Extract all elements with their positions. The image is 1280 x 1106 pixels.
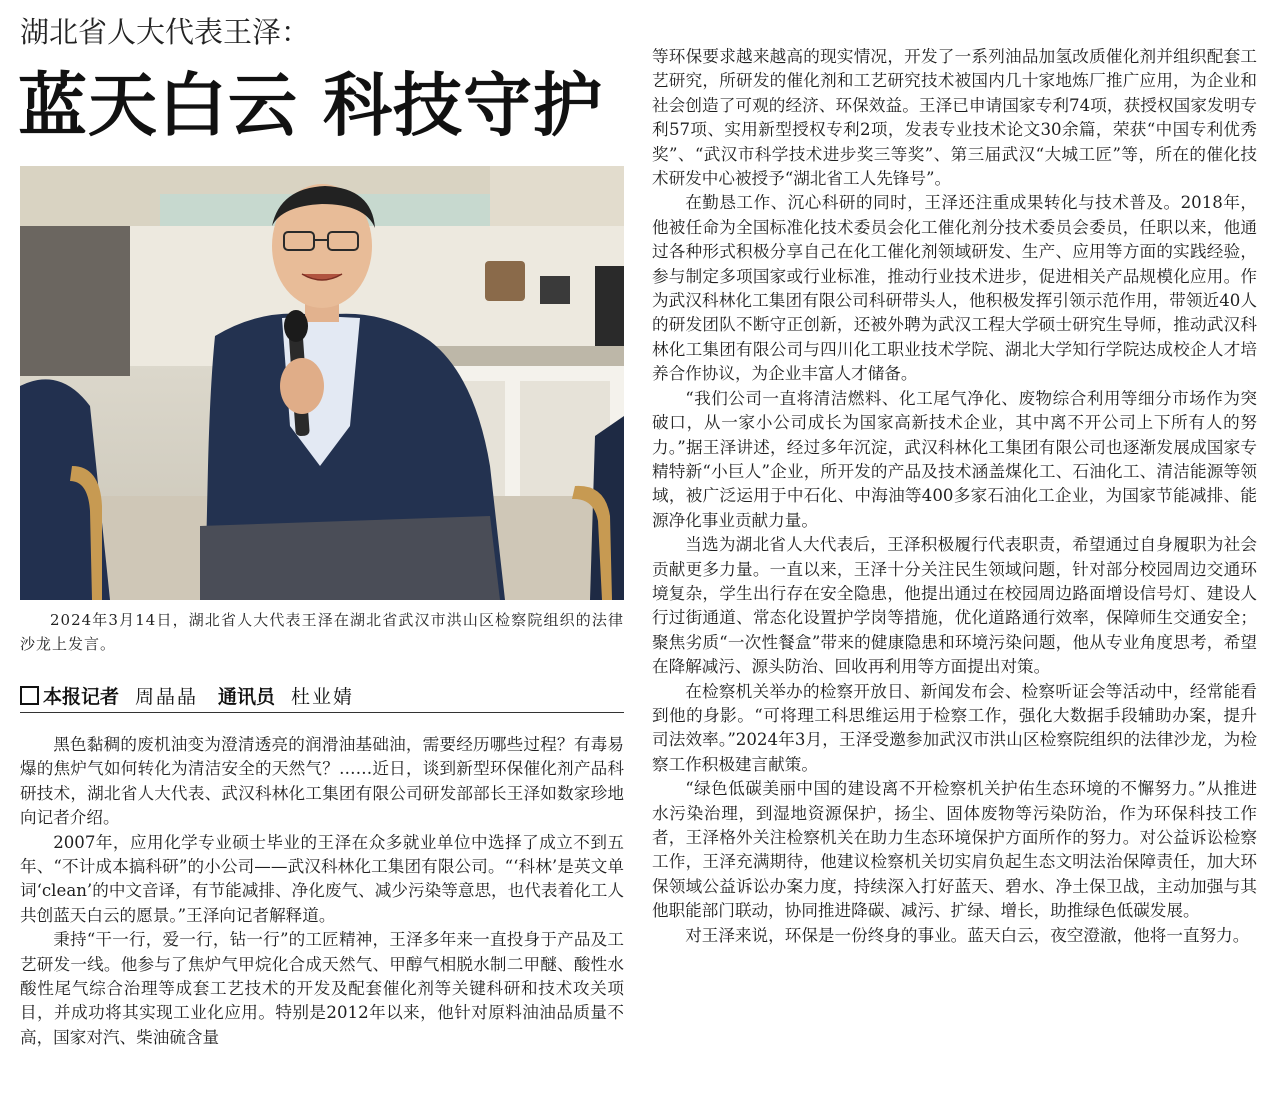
article-headline: 蓝天白云 科技守护 xyxy=(18,65,604,146)
article-paragraph: “绿色低碳美丽中国的建设离不开检察机关护佑生态环境的不懈努力。”从推进水污染治理，到湿地资源保护，扬尘、固体废物等污染防治，作为环保科技工作者，王泽格外关注检察机关在助力生态环境保护方面所作的努力。对公益诉讼检察工作，王泽充满期待，他建议检察机关切实肩负起生态文明法治保障责任，加大环保领域公益诉讼办案力度，持续深入打好蓝天、碧水、净土保卫战，主动加强与其他职能部门联动，协同推进降碳、减污、扩绿、增长，助推绿色低碳发展。 xyxy=(652,779,1257,921)
article-paragraph: 黑色黏稠的废机油变为澄清透亮的润滑油基础油，需要经历哪些过程？有毒易爆的焦炉气如何转化为清洁安全的天然气？……近日，谈到新型环保催化剂产品科研技术，湖北省人大代表、武汉科林化工集团有限公司研发部部长王泽如数家珍地向记者介绍。 xyxy=(20,735,624,828)
article-column-left xyxy=(20,733,624,1050)
byline-name: 周晶晶 xyxy=(135,686,199,708)
article-paragraph: 对王泽来说，环保是一份终身的事业。蓝天白云，夜空澄澈，他将一直努力。 xyxy=(685,925,1250,945)
photo-illustration xyxy=(20,166,624,600)
photo-caption: 2024年3月14日，湖北省人大代表王泽在湖北省武汉市洪山区检察院组织的法律沙龙上发言。 xyxy=(20,611,624,653)
article-paragraph: 等环保要求越来越高的现实情况，开发了一系列油品加氢改质催化剂并组织配套工艺研究，所研发的催化剂和工艺研究技术被国内几十家地炼厂推广应用，为企业和社会创造了可观的经济、环保效益。王泽已申请国家专利74项，获授权国家发明专利57项、实用新型授权专利2项，发表专业技术论文30余篇，荣获“中国专利优秀奖”、“武汉市科学技术进步奖三等奖”、第三届武汉“大城工匠”等，所在的催化技术研发中心被授予“湖北省工人先锋号”。 xyxy=(652,47,1257,189)
article-paragraph: “我们公司一直将清洁燃料、化工尾气净化、废物综合利用等细分市场作为突破口，从一家小公司成长为国家高新技术企业，其中离不开公司上下所有人的努力。”据王泽讲述，经过多年沉淀，武汉科林化工集团有限公司也逐渐发展成国家专精特新“小巨人”企业，所开发的产品及技术涵盖煤化工、石油化工、清洁能源等领域，被广泛运用于中石化、中海油等400多家石油化工企业，为国家节能减排、能源净化事业贡献力量。 xyxy=(652,388,1257,530)
article-photo xyxy=(20,166,624,600)
article-paragraph: 在检察机关举办的检察开放日、新闻发布会、检察听证会等活动中，经常能看到他的身影。“可将理工科思维运用于检察工作，强化大数据手段辅助办案，提升司法效率。”2024年3月，王泽受邀参加武汉市洪山区检察院组织的法律沙龙，为检察工作积极建言献策。 xyxy=(652,681,1257,774)
byline-name: 杜业婧 xyxy=(291,686,355,708)
article-paragraph: 在勤恳工作、沉心科研的同时，王泽还注重成果转化与技术普及。2018年，他被任命为全国标准化技术委员会化工催化剂分技术委员会委员，任职以来，他通过各种形式积极分享自己在化工催化剂领域研发、生产、应用等方面的实践经验，参与制定多项国家或行业标准，推动行业技术进步，促进相关产品规模化应用。作为武汉科林化工集团有限公司科研带头人，他积极发挥引领示范作用，带领近40人的研发团队不断守正创新，还被外聘为武汉工程大学硕士研究生导师，推动武汉科林化工集团有限公司与四川化工职业技术学院、湖北大学知行学院达成校企人才培养合作协议，为企业丰富人才储备。 xyxy=(652,193,1257,384)
byline xyxy=(20,682,624,713)
article-paragraph: 2007年，应用化学专业硕士毕业的王泽在众多就业单位中选择了成立不到五年、“不计成本搞科研”的小公司——武汉科林化工集团有限公司。“‘科林’是英文单词‘clean’的中文音译，有节能减排、净化废气、减少污染等意思，也代表着化工人共创蓝天白云的愿景。”王泽向记者解释道。 xyxy=(20,832,624,925)
article-kicker: 湖北省人大代表王泽： xyxy=(20,15,311,49)
article-column-right xyxy=(652,45,1257,948)
byline-box-icon xyxy=(20,686,39,705)
byline-role: 通讯员 xyxy=(218,686,276,708)
article-paragraph: 当选为湖北省人大代表后，王泽积极履行代表职责，希望通过自身履职为社会贡献更多力量。一直以来，王泽十分关注民生领域问题，针对部分校园周边交通环境复杂，学生出行存在安全隐患，他提出通过在校园周边路面增设信号灯、建设人行过街通道、常态化设置护学岗等措施，优化道路通行效率，保障师生交通安全；聚焦劣质“一次性餐盒”带来的健康隐患和环境污染问题，他从专业角度思考，希望在降解减污、源头防治、回收再利用等方面提出对策。 xyxy=(652,535,1257,677)
byline-role: 本报记者 xyxy=(43,686,120,708)
article-paragraph: 秉持“干一行，爱一行，钻一行”的工匠精神，王泽多年来一直投身于产品及工艺研发一线。他参与了焦炉气甲烷化合成天然气、甲醇气相脱水制二甲醚、酸性水酸性尾气综合治理等成套工艺技术的开发及配套催化剂等关键科研和技术攻关项目，并成功将其实现工业化应用。特别是2012年以来，他针对原料油油品质量不高，国家对汽、柴油硫含量 xyxy=(20,930,624,1047)
